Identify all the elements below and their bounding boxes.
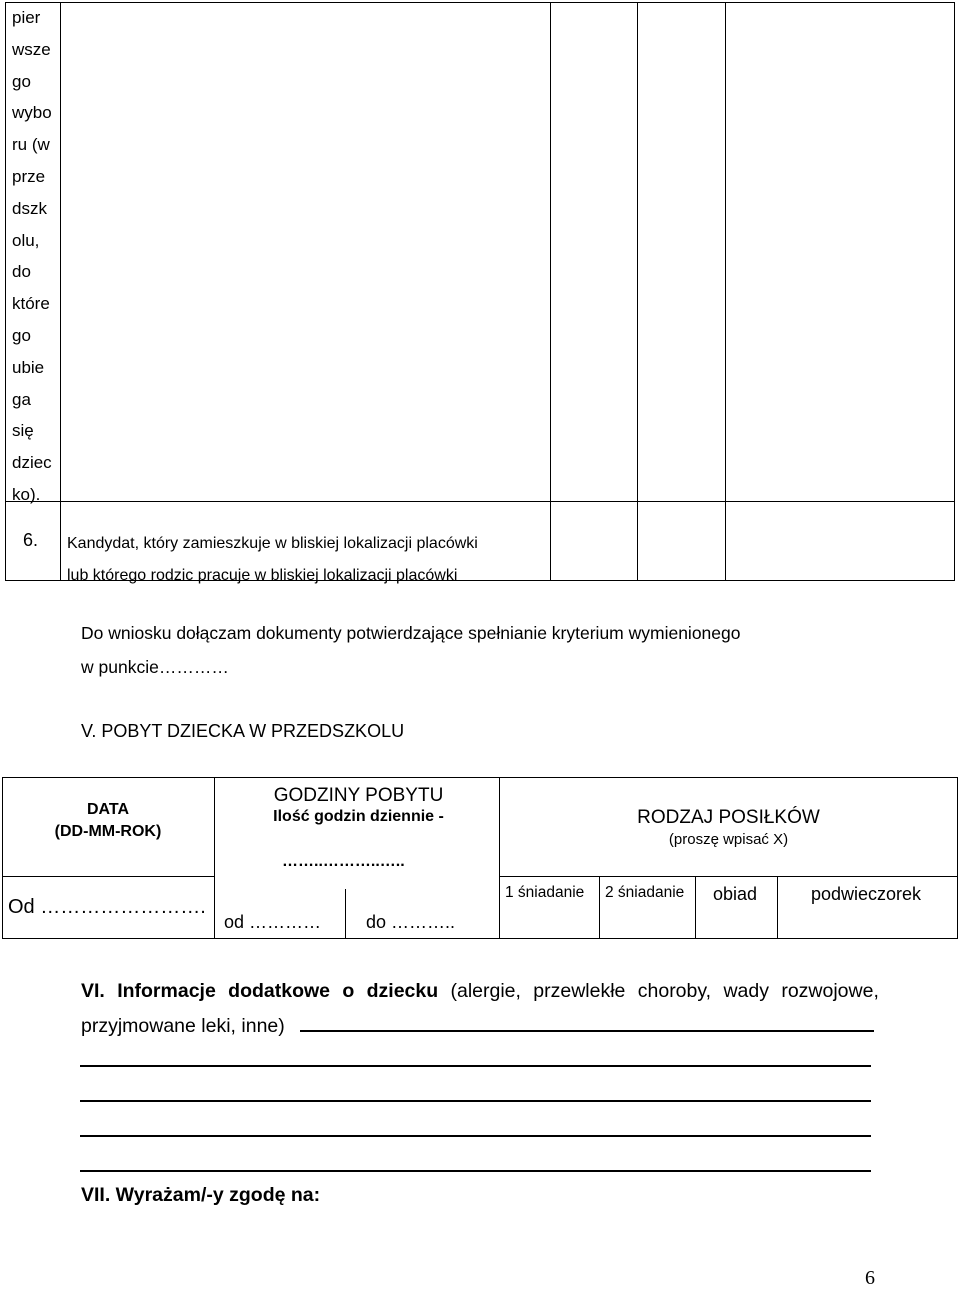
wrapped-line: go: [12, 325, 31, 345]
criterion-6-line: lub którego rodzic pracuje w bliskiej lokalizacji placówki: [67, 567, 458, 584]
meal-breakfast-1[interactable]: 1 śniadanie: [505, 884, 585, 901]
wrapped-line: ko).: [12, 484, 41, 504]
hours-from-field[interactable]: od …………: [224, 912, 322, 932]
meal-lunch[interactable]: obiad: [713, 884, 758, 904]
attachment-note: [81, 616, 881, 684]
wrapped-line: do: [12, 262, 31, 282]
section-vii-title: VII. Wyrażam/-y zgodę na:: [81, 1184, 321, 1206]
meal-breakfast-2[interactable]: 2 śniadanie: [605, 884, 685, 901]
section-vi-heading: [81, 974, 879, 1009]
wrapped-line: wsze: [12, 39, 51, 59]
heading-word: Informacje: [117, 980, 216, 1002]
wrapped-line: ru (w: [12, 135, 50, 155]
section-vi-number: VI.: [81, 980, 105, 1002]
meals-header: RODZAJ POSIŁKÓW: [637, 807, 820, 828]
hours-to-field[interactable]: do ………..: [366, 912, 456, 932]
heading-word: o: [342, 980, 355, 1002]
heading-word: dodatkowe: [228, 980, 330, 1002]
heading-word: wady: [723, 980, 769, 1002]
date-header-format: (DD-MM-ROK): [54, 823, 162, 840]
heading-word: przewlekłe: [533, 980, 626, 1002]
date-header-label: DATA: [86, 801, 130, 818]
wrapped-line: dziec: [12, 453, 52, 473]
wrapped-line: ubie: [12, 357, 45, 377]
wrapped-line: pier: [12, 8, 41, 27]
criterion-number: 6.: [23, 530, 39, 550]
criterion-6-text: [67, 528, 478, 592]
criterion-6-line: Kandydat, który zamieszkuje w bliskiej lokalizacji placówki: [67, 535, 478, 552]
meals-subheader: (proszę wpisać X): [668, 831, 789, 848]
wrapped-line: ga: [12, 389, 31, 409]
wrapped-line: się: [12, 421, 34, 441]
stay-table: [2, 777, 957, 939]
date-header: [48, 799, 168, 843]
wrapped-line: prze: [12, 166, 46, 186]
answer-line[interactable]: [80, 1065, 871, 1067]
heading-word: (alergie,: [450, 980, 521, 1002]
meal-afternoon-snack[interactable]: podwieczorek: [811, 884, 922, 904]
answer-line[interactable]: [300, 1030, 874, 1032]
wrapped-line: go: [12, 71, 31, 91]
page-number: 6: [865, 1267, 875, 1289]
section-v-title: V. POBYT DZIECKA W PRZEDSZKOLU: [81, 721, 405, 741]
start-date-field[interactable]: Od …………………….: [8, 896, 206, 918]
wrapped-line: wybo: [12, 103, 52, 123]
answer-line[interactable]: [80, 1135, 871, 1137]
criteria-table: [5, 2, 954, 584]
wrapped-line: olu,: [12, 230, 40, 250]
attachment-note-line: Do wniosku dołączam dokumenty potwierdzające spełnianie kryterium wymienionego: [81, 623, 741, 643]
answer-line[interactable]: [80, 1100, 871, 1102]
wrapped-criterion-text: [12, 2, 62, 511]
heading-word: choroby,: [637, 980, 712, 1002]
hours-header: GODZINY POBYTU: [273, 785, 444, 806]
section-vi: [81, 974, 879, 1044]
wrapped-line: dszk: [12, 198, 47, 218]
section-vi-line2: przyjmowane leki, inne): [81, 1015, 285, 1037]
attachment-note-line[interactable]: w punkcie…………: [81, 657, 229, 677]
wrapped-line: które: [12, 294, 50, 314]
hours-per-day-field[interactable]: ……..………..…..: [282, 853, 405, 870]
answer-line[interactable]: [80, 1170, 871, 1172]
heading-word: rozwojowe,: [781, 980, 879, 1002]
heading-word: dziecku: [366, 980, 439, 1002]
hours-subheader: Ilość godzin dziennie -: [273, 808, 444, 825]
